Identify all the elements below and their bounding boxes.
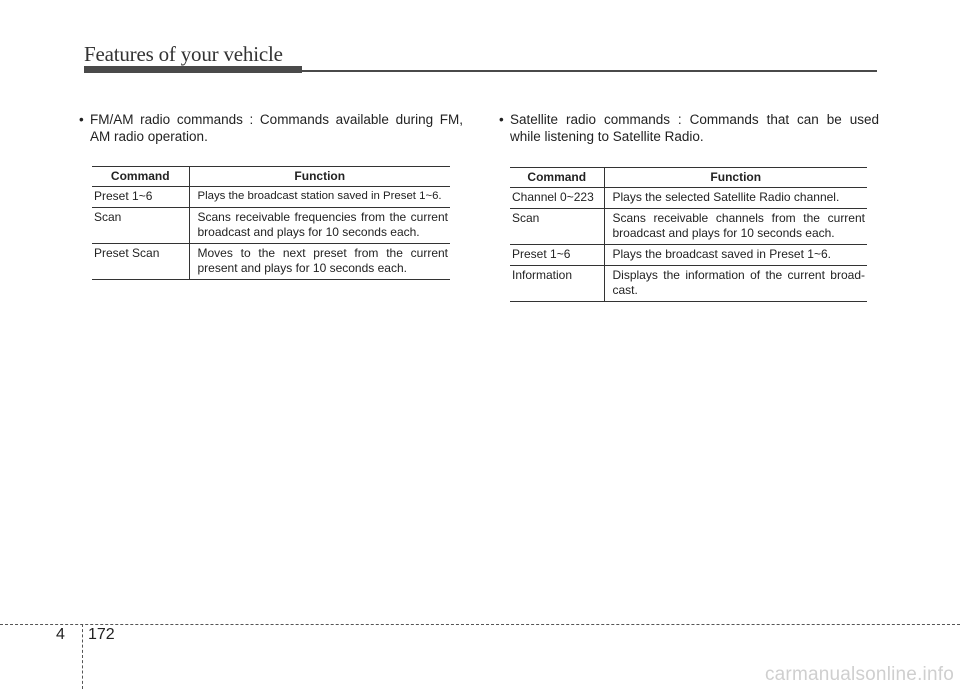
function-cell: Plays the broadcast station saved in Preset 1~6. bbox=[189, 187, 450, 208]
command-cell: Preset 1~6 bbox=[510, 245, 604, 266]
function-cell: Plays the broadcast saved in Preset 1~6. bbox=[604, 245, 867, 266]
function-cell: Scans receivable frequencies from the current broadcast and plays for 10 seconds each. bbox=[189, 208, 450, 244]
table-row bbox=[510, 209, 867, 245]
function-cell: Plays the selected Satellite Radio channel. bbox=[604, 188, 867, 209]
command-cell: Preset 1~6 bbox=[92, 187, 189, 208]
command-cell: Scan bbox=[92, 208, 189, 244]
bullet-icon: • bbox=[79, 112, 84, 127]
table-row bbox=[510, 245, 867, 266]
fm-am-commands-table bbox=[92, 166, 450, 280]
page-number: 172 bbox=[88, 626, 115, 643]
table-row bbox=[92, 244, 450, 280]
column-header-command: Command bbox=[92, 167, 189, 187]
bullet-icon: • bbox=[499, 112, 504, 127]
table-row bbox=[510, 266, 867, 302]
table-row bbox=[92, 208, 450, 244]
table-header-row bbox=[92, 167, 450, 187]
column-header-command: Command bbox=[510, 168, 604, 188]
command-cell: Scan bbox=[510, 209, 604, 245]
header-rule-thick bbox=[84, 66, 302, 73]
table-header-row bbox=[510, 168, 867, 188]
column-header-function: Function bbox=[604, 168, 867, 188]
page-header-title: Features of your vehicle bbox=[84, 42, 283, 66]
satellite-intro bbox=[499, 111, 879, 145]
table-row bbox=[510, 188, 867, 209]
function-cell: Scans receivable channels from the current broadcast and plays for 10 seconds each. bbox=[604, 209, 867, 245]
table-row bbox=[92, 187, 450, 208]
footer-dashed-divider bbox=[82, 624, 83, 689]
fm-am-intro bbox=[79, 111, 463, 145]
function-cell: Displays the information of the current broad-cast. bbox=[604, 266, 867, 302]
command-cell: Channel 0~223 bbox=[510, 188, 604, 209]
chapter-number: 4 bbox=[56, 626, 65, 643]
command-cell: Preset Scan bbox=[92, 244, 189, 280]
column-header-function: Function bbox=[189, 167, 450, 187]
satellite-commands-table bbox=[510, 167, 867, 302]
command-cell: Information bbox=[510, 266, 604, 302]
header-rule-thin bbox=[302, 70, 877, 72]
satellite-intro-text: Satellite radio commands : Commands that can be used while listening to Satellite Radio. bbox=[510, 112, 879, 144]
footer-dashed-rule bbox=[0, 624, 960, 625]
function-cell: Moves to the next preset from the current present and plays for 10 seconds each. bbox=[189, 244, 450, 280]
watermark: carmanualsonline.info bbox=[764, 664, 954, 685]
fm-am-intro-text: FM/AM radio commands : Commands available during FM, AM radio operation. bbox=[90, 112, 463, 144]
